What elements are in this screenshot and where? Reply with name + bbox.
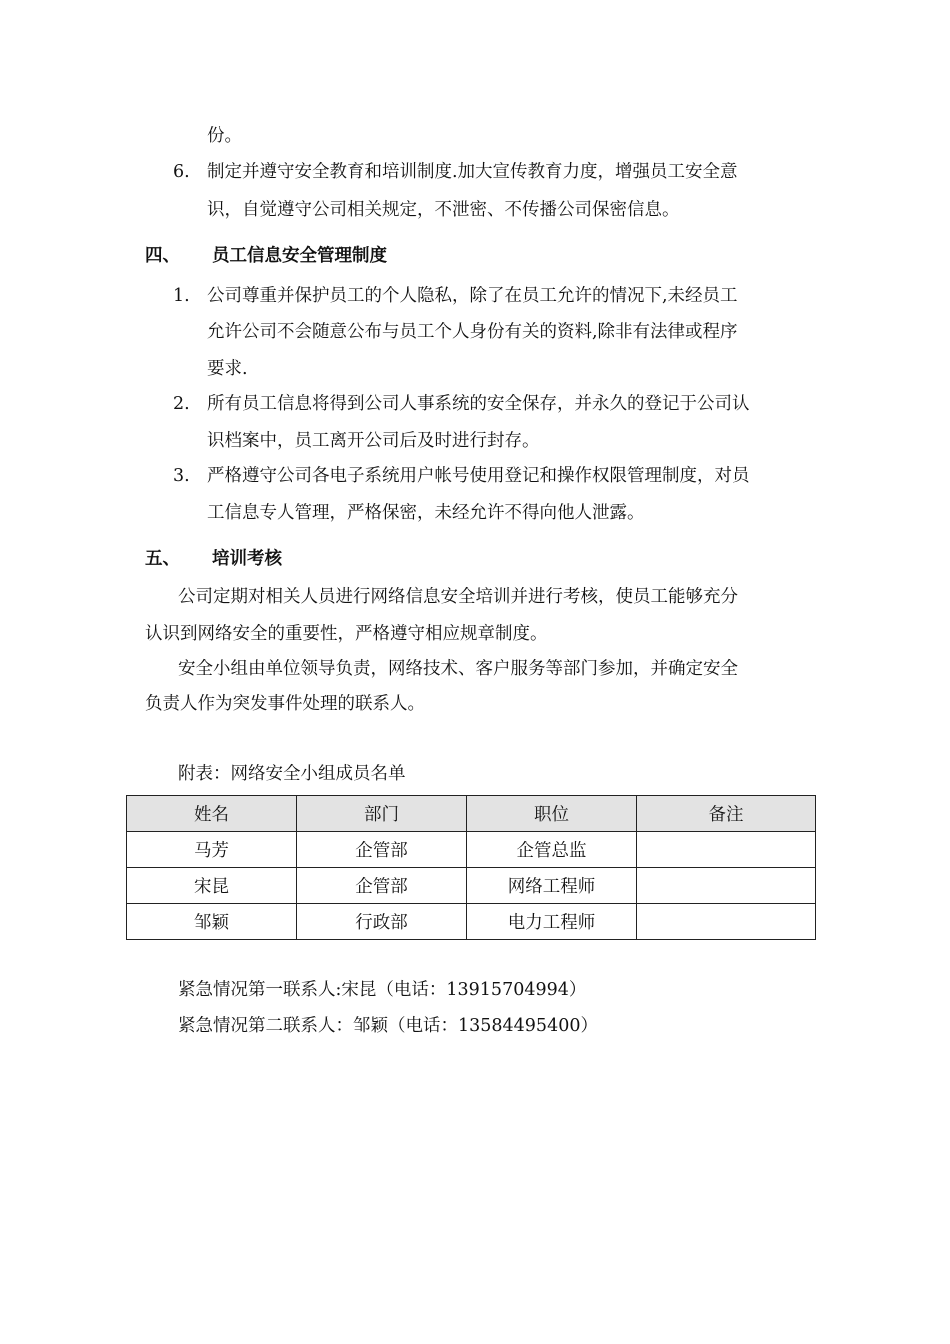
item-6-number: 6.	[173, 162, 190, 182]
item-6-line-2: 识，自觉遵守公司相关规定，不泄密、不传播公司保密信息。	[207, 200, 680, 220]
header-remarks: 备注	[637, 796, 816, 832]
table-header-row	[127, 796, 816, 832]
emergency-contact-1: 紧急情况第一联系人:宋昆（电话：13915704994）	[178, 980, 587, 1000]
cell-name: 宋昆	[127, 868, 297, 904]
s4-item-2-line-2: 识档案中，员工离开公司后及时进行封存。	[207, 431, 540, 451]
cell-name: 马芳	[127, 832, 297, 868]
cell-remarks	[637, 904, 816, 940]
s5-para-2-line-1: 安全小组由单位领导负责，网络技术、客户服务等部门参加，并确定安全	[178, 659, 738, 679]
section-5-number: 五、	[145, 549, 180, 569]
header-position: 职位	[467, 796, 637, 832]
intro-tail-text: 份。	[207, 126, 242, 146]
cell-department: 行政部	[297, 904, 467, 940]
s4-item-2-line-1: 所有员工信息将得到公司人事系统的安全保存，并永久的登记于公司认	[207, 394, 750, 414]
cell-position: 网络工程师	[467, 868, 637, 904]
cell-position: 电力工程师	[467, 904, 637, 940]
table-row	[127, 832, 816, 868]
header-department: 部门	[297, 796, 467, 832]
s4-item-2-number: 2.	[173, 394, 190, 414]
section-4-title: 员工信息安全管理制度	[212, 246, 387, 266]
s4-item-1-line-3: 要求.	[207, 359, 248, 379]
s4-item-3-line-2: 工信息专人管理，严格保密，未经允许不得向他人泄露。	[207, 503, 645, 523]
s5-para-2-line-2: 负责人作为突发事件处理的联系人。	[145, 694, 425, 714]
cell-position: 企管总监	[467, 832, 637, 868]
item-6-line-1: 制定并遵守安全教育和培训制度.加大宣传教育力度，增强员工安全意	[207, 162, 738, 182]
section-5-title: 培训考核	[212, 549, 282, 569]
cell-department: 企管部	[297, 868, 467, 904]
s4-item-1-number: 1.	[173, 286, 190, 306]
section-4-number: 四、	[145, 246, 180, 266]
s5-para-1-line-1: 公司定期对相关人员进行网络信息安全培训并进行考核，使员工能够充分	[178, 587, 738, 607]
cell-remarks	[637, 868, 816, 904]
s5-para-1-line-2: 认识到网络安全的重要性，严格遵守相应规章制度。	[145, 624, 548, 644]
s4-item-3-line-1: 严格遵守公司各电子系统用户帐号使用登记和操作权限管理制度，对员	[207, 466, 750, 486]
member-table	[126, 795, 816, 940]
s4-item-3-number: 3.	[173, 466, 190, 486]
cell-name: 邹颖	[127, 904, 297, 940]
table-caption: 附表：网络安全小组成员名单	[178, 764, 406, 784]
s4-item-1-line-2: 允许公司不会随意公布与员工个人身份有关的资料,除非有法律或程序	[207, 322, 738, 342]
header-name: 姓名	[127, 796, 297, 832]
emergency-contact-2: 紧急情况第二联系人：邹颖（电话：13584495400）	[178, 1016, 598, 1036]
cell-remarks	[637, 832, 816, 868]
table-row	[127, 904, 816, 940]
table-row	[127, 868, 816, 904]
cell-department: 企管部	[297, 832, 467, 868]
s4-item-1-line-1: 公司尊重并保护员工的个人隐私，除了在员工允许的情况下,未经员工	[207, 286, 738, 306]
